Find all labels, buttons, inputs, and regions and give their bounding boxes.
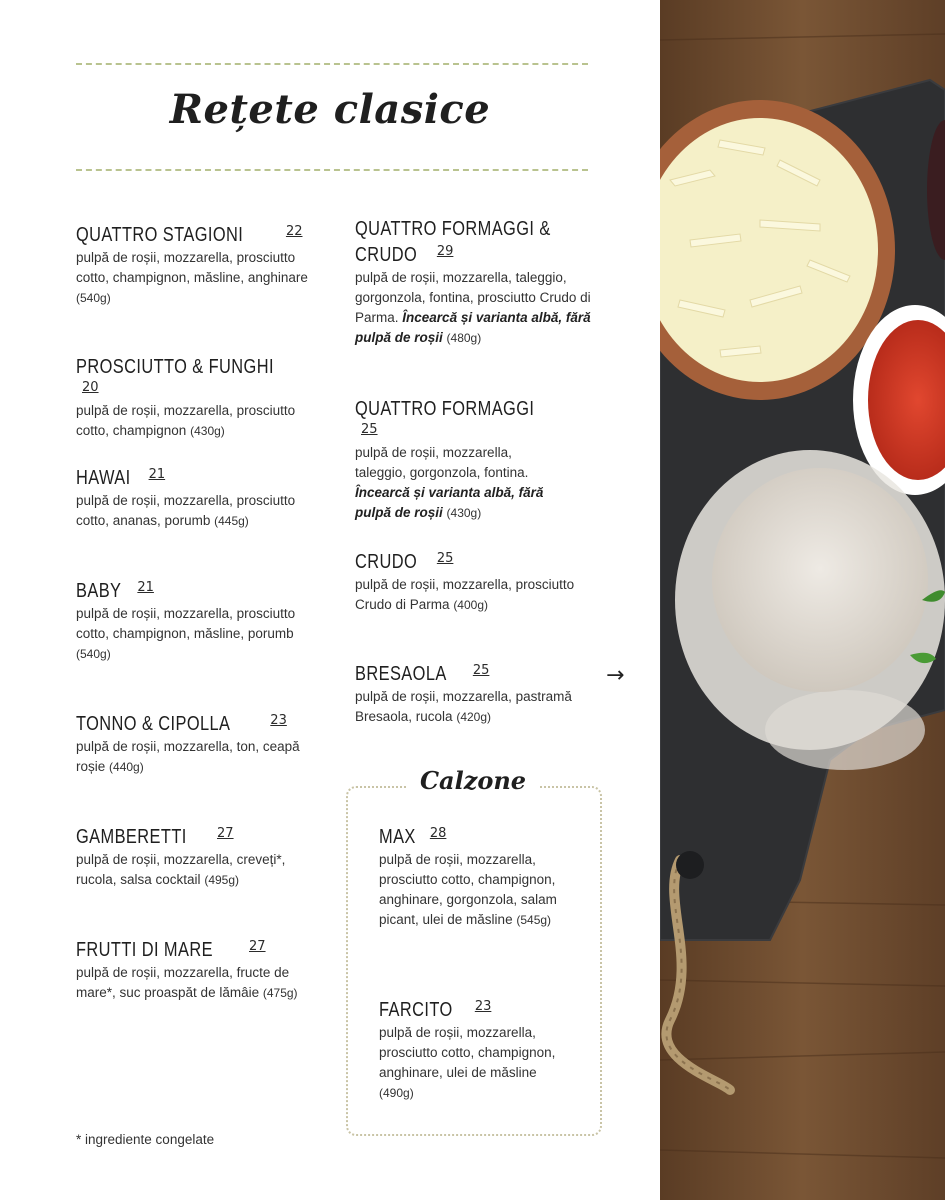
item-weight: (495g): [204, 873, 240, 887]
item-name: QUATTRO FORMAGGI: [355, 398, 535, 420]
item-desc: pulpă de roșii, mozzarella, prosciutto cotto, champignon, măsline, porumb: [76, 606, 296, 641]
item-weight: (475g): [262, 986, 298, 1000]
item-weight: (445g): [214, 514, 249, 528]
item-price: 21: [137, 579, 154, 595]
item-name: PROSCIUTTO & FUNGHI: [76, 356, 274, 378]
menu-item-quattro-stagioni: [76, 222, 316, 308]
item-name-line2: CRUDO: [355, 244, 418, 266]
item-name: CRUDO: [355, 551, 418, 573]
item-name: TONNO & CIPOLLA: [76, 713, 231, 735]
item-price: 25: [472, 662, 490, 678]
item-price: 22: [285, 223, 303, 239]
item-name: GAMBERETTI: [76, 826, 187, 848]
menu-item-prosciutto-funghi: [76, 354, 316, 441]
menu-item-max: [379, 824, 579, 930]
photo-illustration: [660, 0, 945, 1200]
item-desc: pulpă de roșii, mozzarella, prosciutto cotto, champignon: [76, 403, 296, 439]
item-weight: (430g): [190, 424, 225, 439]
title-divider: [76, 169, 588, 171]
menu-item-frutti-di-mare: [76, 937, 316, 1003]
item-desc: pulpă de roșii, mozzarella, prosciutto cotto, champignon, anghinare, ulei de măsline: [379, 1025, 556, 1080]
item-name: FARCITO: [379, 999, 453, 1021]
top-divider: [76, 63, 588, 65]
item-note: Încearcă și varianta albă, fără pulpă de roșii: [355, 310, 591, 345]
item-desc: pulpă de roșii, mozzarella, creveți*, rucola, salsa cocktail: [76, 852, 286, 887]
item-desc: pulpă de roșii, mozzarella, prosciutto cotto, ananas, porumb: [76, 493, 296, 528]
menu-item-gamberetti: [76, 824, 316, 890]
footnote: * ingrediente congelate: [76, 1132, 215, 1147]
next-page-arrow-icon[interactable]: →: [606, 663, 625, 688]
item-price: 27: [217, 825, 234, 841]
item-weight: (400g): [453, 598, 488, 612]
menu-item-quattro-formaggi: [355, 396, 555, 523]
item-name: BRESAOLA: [355, 663, 447, 685]
menu-item-farcito: [379, 997, 559, 1103]
item-name: FRUTTI DI MARE: [76, 939, 213, 961]
item-price: 27: [249, 938, 266, 954]
item-desc: pulpă de roșii, mozzarella, prosciutto cotto, champignon, măsline, anghinare: [76, 250, 308, 285]
item-weight: (540g): [76, 291, 111, 305]
item-name: QUATTRO FORMAGGI &: [355, 218, 551, 240]
item-weight: (420g): [456, 710, 492, 724]
calzone-title: Calzone: [408, 766, 538, 795]
menu-item-tonno-cipolla: [76, 711, 316, 777]
item-desc: pulpă de roșii, mozzarella, prosciutto cotto, champignon, anghinare, gorgonzola, salam picant, ulei de măsline: [379, 852, 557, 927]
item-price: 25: [436, 550, 454, 566]
item-name: HAWAI: [76, 467, 131, 489]
pizza-ingredients-photo: [660, 0, 945, 1200]
item-desc: pulpă de roșii, mozzarella, fructe de mare*, suc proaspăt de lămâie: [76, 965, 290, 1000]
item-price: 28: [429, 825, 447, 841]
menu-item-bresaola: [355, 661, 585, 727]
item-price: 20: [82, 380, 99, 395]
item-price: 21: [148, 466, 166, 482]
item-weight: (430g): [446, 506, 482, 521]
menu-item-quattro-formaggi-crudo: [355, 216, 593, 348]
item-weight: (545g): [516, 913, 552, 927]
item-weight: (440g): [109, 760, 144, 774]
item-price: 23: [270, 712, 287, 728]
item-weight: (540g): [76, 647, 111, 661]
item-price: 23: [474, 998, 492, 1014]
item-name: MAX: [379, 826, 416, 848]
menu-item-baby: [76, 578, 316, 664]
item-name: QUATTRO STAGIONI: [76, 224, 244, 246]
menu-item-crudo: [355, 549, 585, 615]
item-desc: pulpă de roșii, mozzarella, taleggio, gorgonzola, fontina.: [355, 445, 529, 481]
item-desc: pulpă de roșii, mozzarella, taleggio, gorgonzola, fontina, prosciutto Crudo di Parma.: [355, 270, 591, 325]
item-price: 29: [436, 243, 454, 259]
item-note: Încearcă și varianta albă, fără pulpă de roșii: [355, 485, 544, 521]
item-weight: (480g): [446, 331, 482, 345]
item-weight: (490g): [379, 1086, 414, 1100]
menu-item-hawai: [76, 465, 316, 531]
item-name: BABY: [76, 580, 122, 602]
item-desc: pulpă de roșii, mozzarella, ton, ceapă roșie: [76, 739, 300, 774]
item-price: 25: [361, 422, 378, 437]
item-desc: pulpă de roșii, mozzarella, prosciutto Crudo di Parma: [355, 577, 575, 612]
item-desc: pulpă de roșii, mozzarella, pastramă Bresaola, rucola: [355, 689, 572, 724]
page-title: Rețete clasice: [169, 86, 491, 133]
